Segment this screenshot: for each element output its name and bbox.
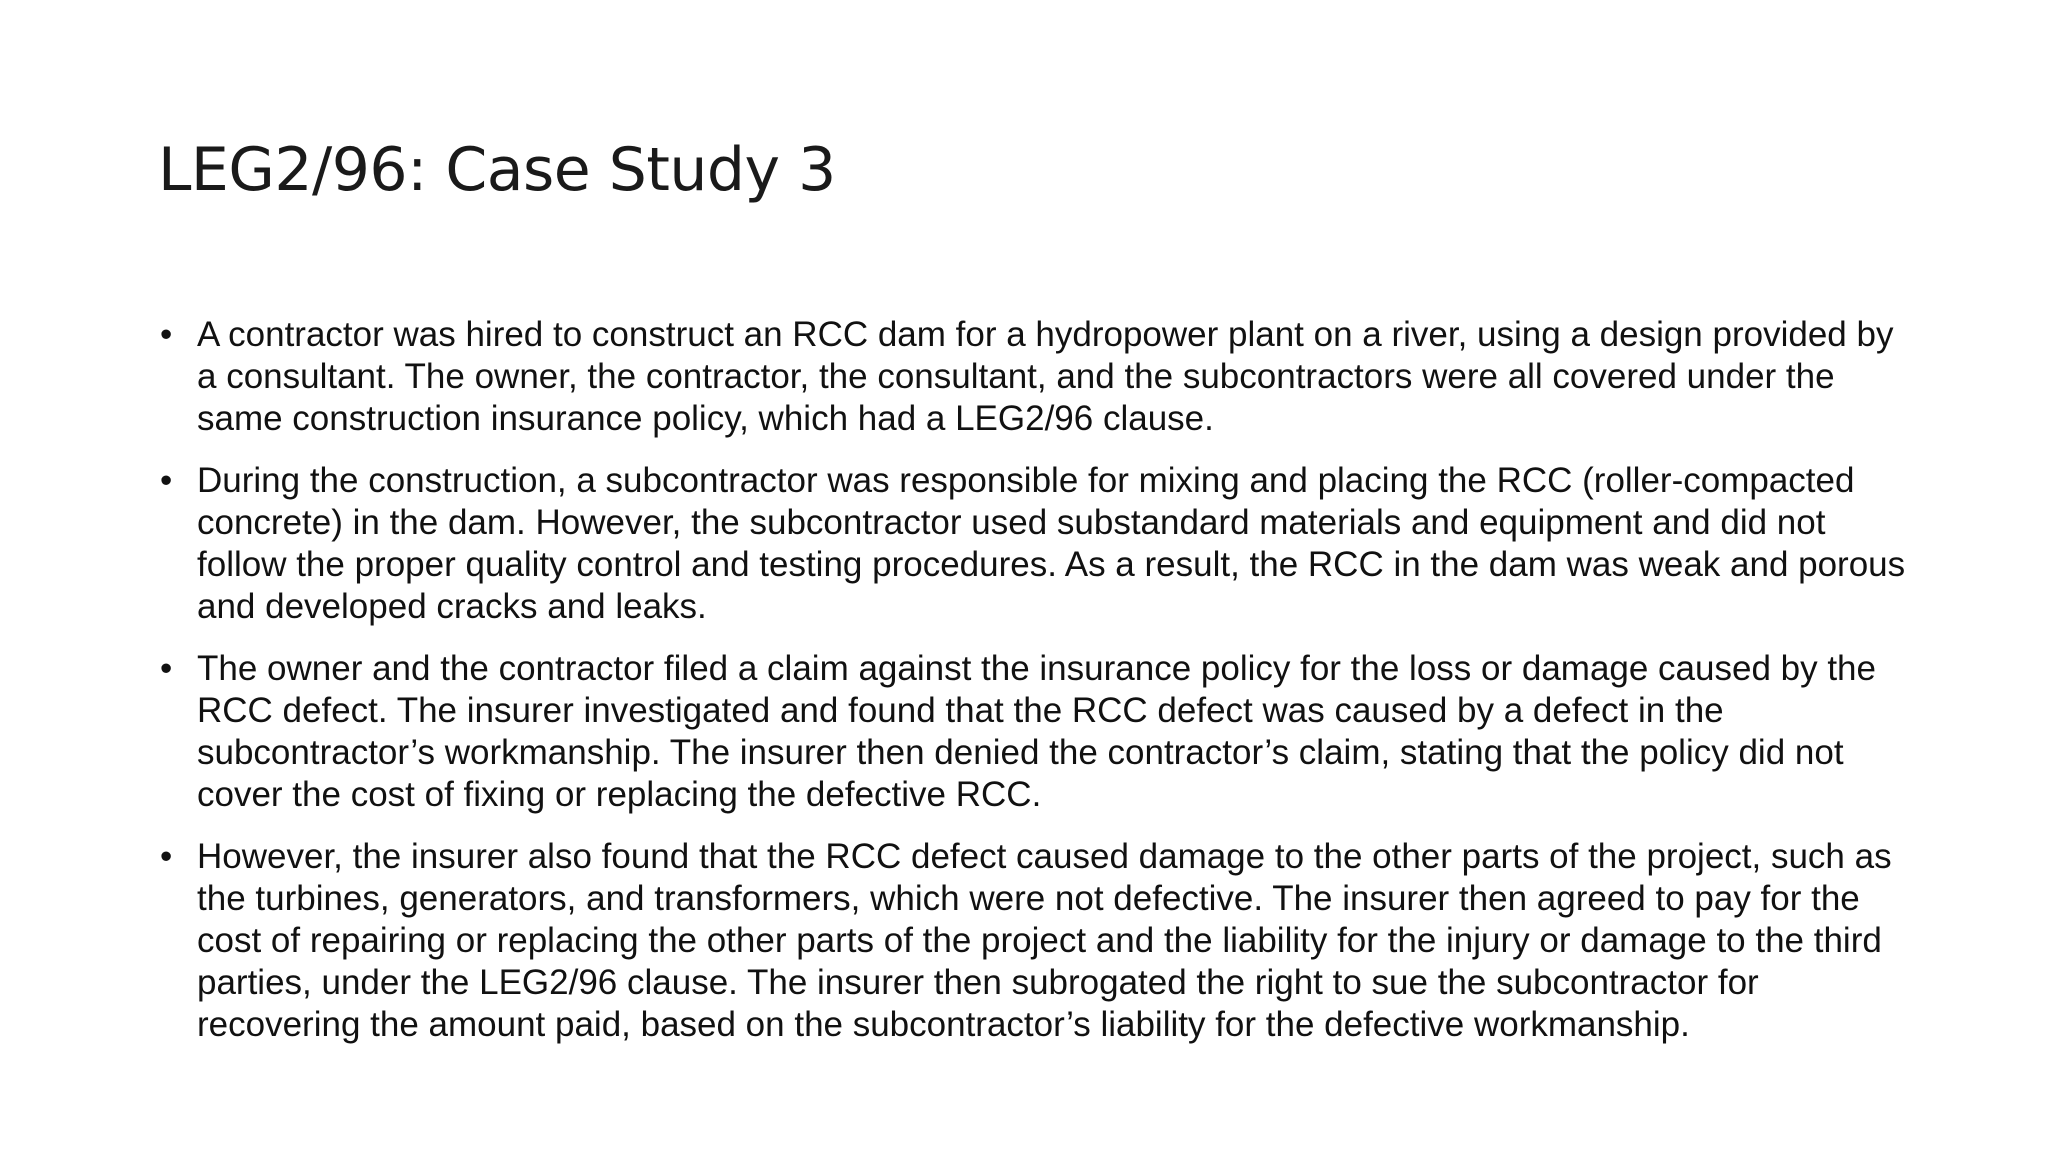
bullet-item — [160, 836, 1920, 1046]
bullet-icon: • — [160, 649, 173, 688]
bullet-text: A contractor was hired to construct an RCC dam for a hydropower plant on a river, using a design provided by a consultant. The owner, the contractor, the consultant, and the subcontractors were all covered under the same construction insurance policy, which had a LEG2/96 clause. — [197, 315, 1894, 438]
bullet-text: However, the insurer also found that the RCC defect caused damage to the other parts of the project, such as the turbines, generators, and transformers, which were not defective. The insurer then agreed to pay for the cost of repairing or replacing the other parts of the project and the liability for the injury or damage to the third parties, under the LEG2/96 clause. The insurer then subrogated the right to sue the subcontractor for recovering the amount paid, based on the subcontractor’s liability for the defective workmanship. — [197, 837, 1892, 1044]
bullet-icon: • — [160, 461, 173, 500]
bullet-item — [160, 314, 1920, 440]
slide-title: LEG2/96: Case Study 3 — [158, 135, 836, 205]
bullet-text: During the construction, a subcontractor was responsible for mixing and placing the RCC (roller-compacted concrete) in the dam. However, the subcontractor used substandard materials and equipment and did not follow the proper quality control and testing procedures. As a result, the RCC in the dam was weak and porous and developed cracks and leaks. — [197, 461, 1906, 626]
bullet-list — [160, 314, 1920, 1066]
bullet-item — [160, 460, 1920, 628]
bullet-item — [160, 648, 1920, 816]
bullet-icon: • — [160, 315, 173, 354]
bullet-icon: • — [160, 837, 173, 876]
bullet-text: The owner and the contractor filed a claim against the insurance policy for the loss or damage caused by the RCC defect. The insurer investigated and found that the RCC defect was caused by a defect in the subcontractor’s workmanship. The insurer then denied the contractor’s claim, stating that the policy did not cover the cost of fixing or replacing the defective RCC. — [197, 649, 1876, 814]
